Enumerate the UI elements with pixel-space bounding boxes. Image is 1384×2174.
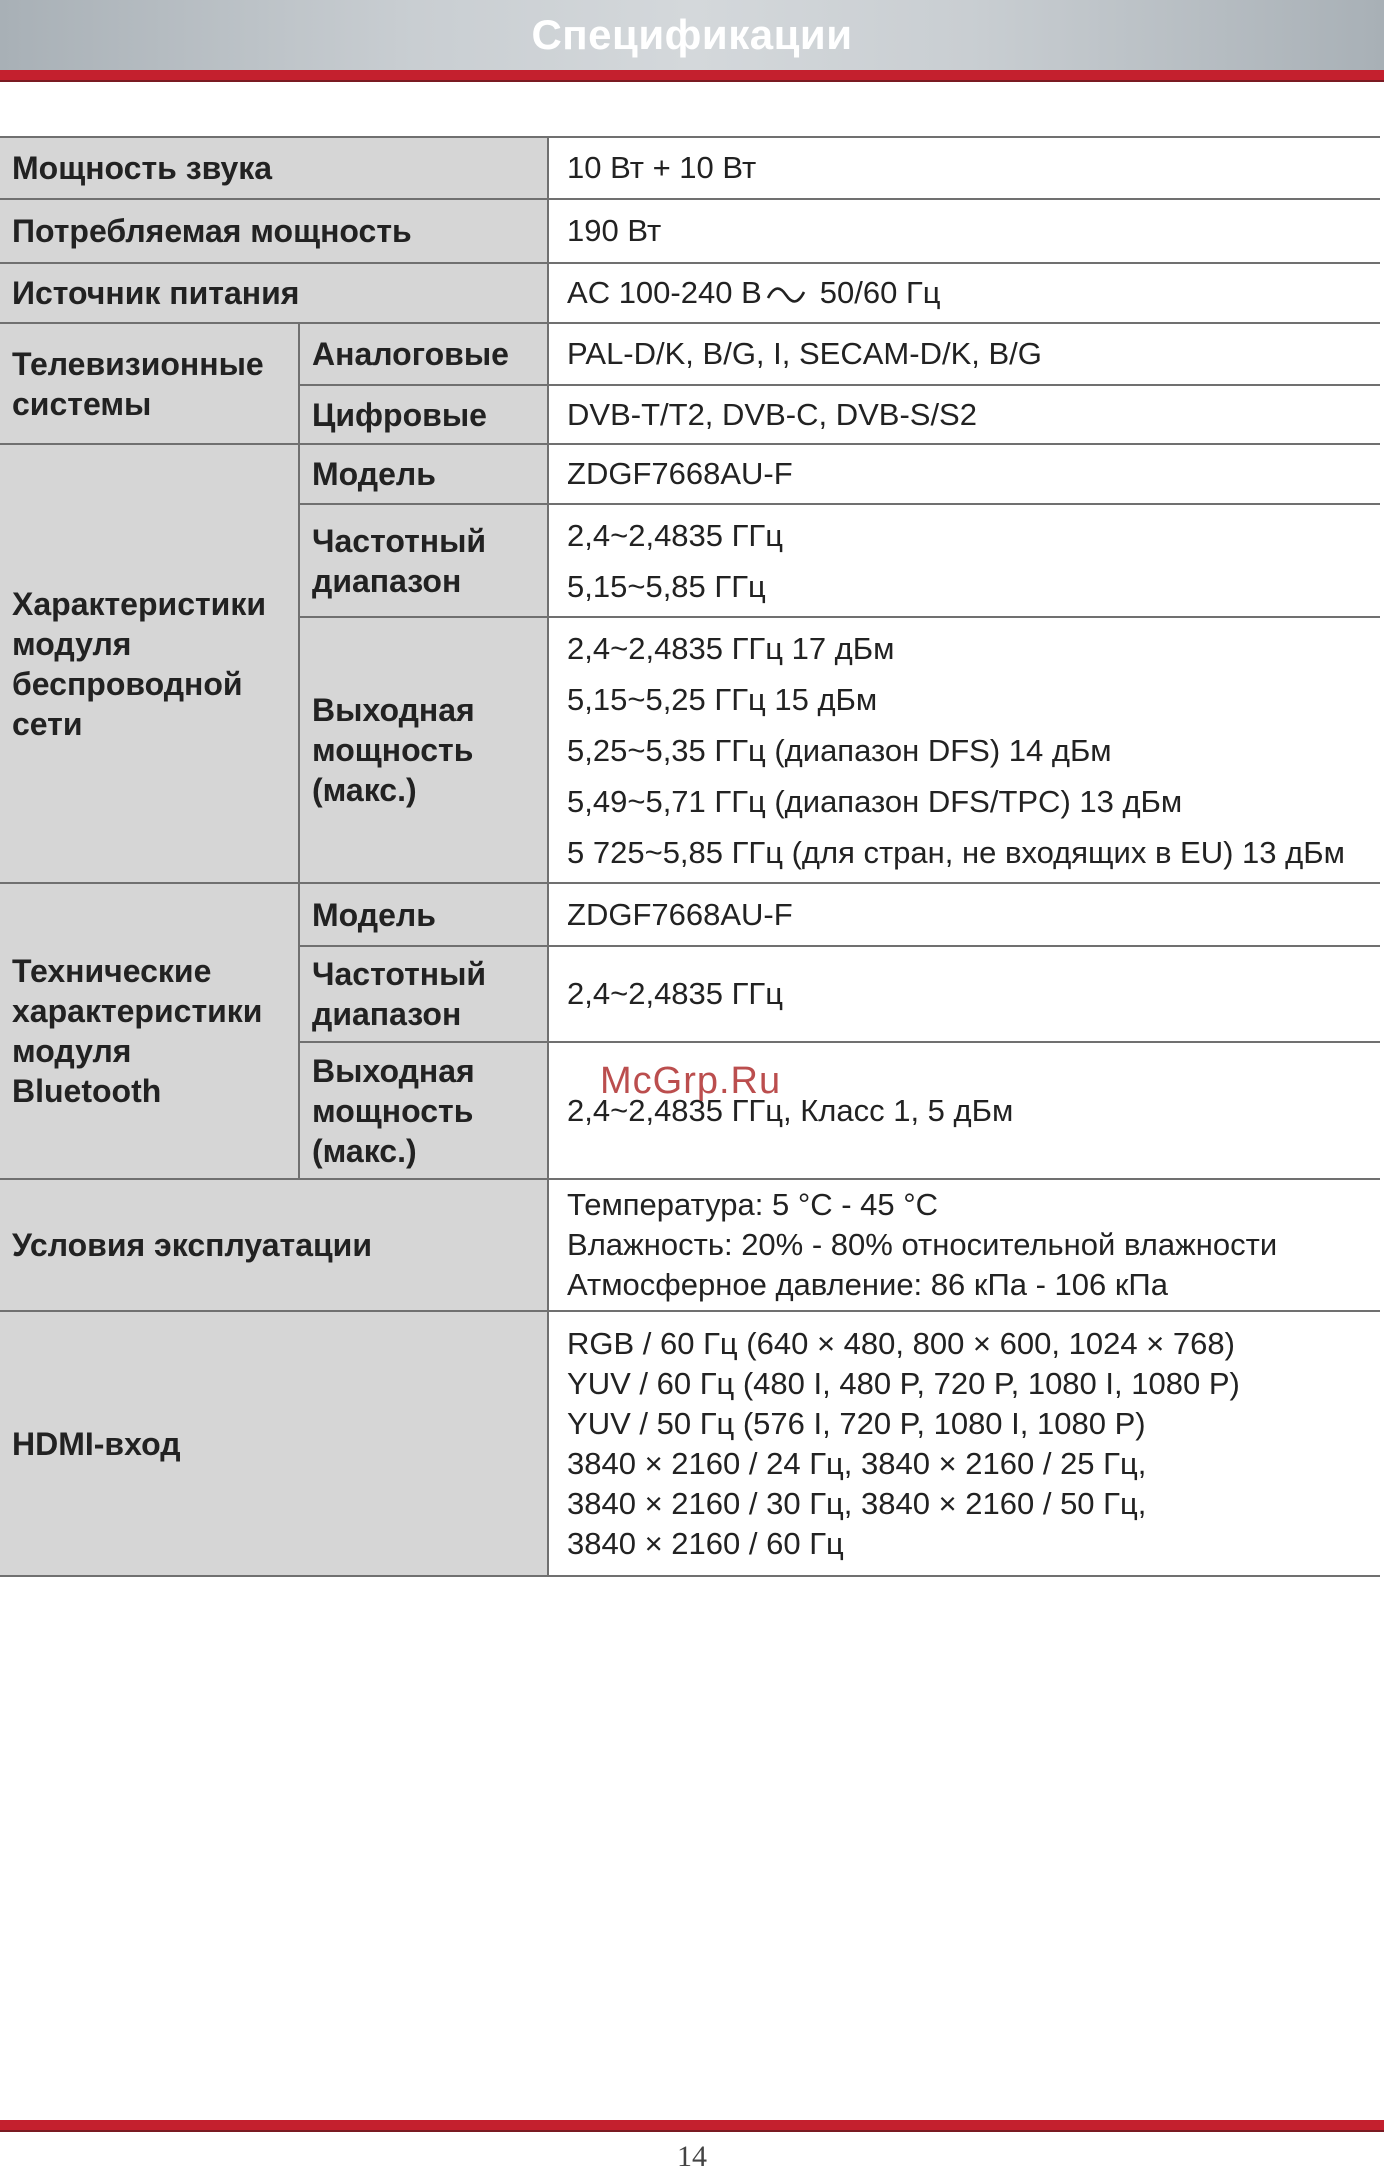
label-wireless-model: Модель bbox=[299, 444, 548, 504]
label-operating-conditions: Условия эксплуатации bbox=[0, 1179, 548, 1311]
wireless-output-line: 5,15~5,25 ГГц 15 дБм bbox=[567, 681, 878, 717]
power-source-frequency: 50/60 Гц bbox=[819, 275, 941, 310]
header-red-stripe bbox=[0, 70, 1384, 80]
value-sound-power: 10 Вт + 10 Вт bbox=[548, 137, 1380, 199]
label-bluetooth: Технические характеристики модуля Bluetooth bbox=[0, 883, 299, 1179]
row-hdmi-input bbox=[0, 1311, 1380, 1576]
hdmi-input-line: RGB / 60 Гц (640 × 480, 800 × 600, 1024 × 768) bbox=[567, 1325, 1235, 1361]
wireless-output-line: 2,4~2,4835 ГГц 17 дБм bbox=[567, 630, 895, 666]
watermark: McGrp.Ru bbox=[600, 1060, 782, 1102]
wireless-output-line: 5 725~5,85 ГГц (для стран, не входящих в EU) 13 дБм bbox=[567, 834, 1345, 870]
hdmi-input-line: YUV / 50 Гц (576 I, 720 P, 1080 I, 1080 P) bbox=[567, 1405, 1146, 1441]
wireless-output-line: 5,49~5,71 ГГц (диапазон DFS/TPC) 13 дБм bbox=[567, 783, 1183, 819]
wireless-frequency-line: 2,4~2,4835 ГГц bbox=[567, 517, 783, 553]
label-hdmi-input: HDMI-вход bbox=[0, 1311, 548, 1576]
value-hdmi-input bbox=[548, 1311, 1380, 1576]
value-bluetooth-model: ZDGF7668AU-F bbox=[548, 883, 1380, 946]
row-sound-power bbox=[0, 137, 1380, 199]
ac-wave-icon bbox=[766, 286, 806, 304]
value-wireless-frequency bbox=[548, 504, 1380, 617]
hdmi-input-line: 3840 × 2160 / 60 Гц bbox=[567, 1525, 844, 1561]
row-tv-analog bbox=[0, 323, 1380, 385]
label-power-source: Источник питания bbox=[0, 263, 548, 323]
label-bluetooth-output: Выходная мощность (макс.) bbox=[299, 1042, 548, 1179]
row-bluetooth-model bbox=[0, 883, 1380, 946]
specifications-table bbox=[0, 136, 1380, 1577]
label-sound-power: Мощность звука bbox=[0, 137, 548, 199]
label-wireless-output: Выходная мощность (макс.) bbox=[299, 617, 548, 883]
value-power-source bbox=[548, 263, 1380, 323]
hdmi-input-line: 3840 × 2160 / 24 Гц, 3840 × 2160 / 25 Гц, bbox=[567, 1445, 1147, 1481]
row-power-source bbox=[0, 263, 1380, 323]
value-bluetooth-frequency: 2,4~2,4835 ГГц bbox=[548, 946, 1380, 1042]
row-wireless-model bbox=[0, 444, 1380, 504]
value-power-consumption: 190 Вт bbox=[548, 199, 1380, 263]
label-tv-analog: Аналоговые bbox=[299, 323, 548, 385]
power-source-voltage: AC 100-240 В bbox=[567, 275, 762, 310]
header-dark-line bbox=[0, 80, 1384, 82]
value-tv-analog: PAL-D/K, B/G, I, SECAM-D/K, B/G bbox=[548, 323, 1380, 385]
value-wireless-output bbox=[548, 617, 1380, 883]
operating-conditions-line: Влажность: 20% - 80% относительной влажности bbox=[567, 1227, 1278, 1262]
wireless-frequency-line: 5,15~5,85 ГГц bbox=[567, 568, 766, 604]
value-wireless-model: ZDGF7668AU-F bbox=[548, 444, 1380, 504]
page-title: Спецификации bbox=[531, 11, 853, 58]
value-tv-digital: DVB-T/T2, DVB-C, DVB-S/S2 bbox=[548, 385, 1380, 444]
label-bluetooth-frequency: Частотный диапазон bbox=[299, 946, 548, 1042]
footer-dark-line bbox=[0, 2130, 1384, 2132]
value-operating-conditions bbox=[548, 1179, 1380, 1311]
hdmi-input-line: YUV / 60 Гц (480 I, 480 P, 720 P, 1080 I, 1080 P) bbox=[567, 1365, 1240, 1401]
label-wireless: Характеристики модуля беспроводной сети bbox=[0, 444, 299, 883]
label-bluetooth-model: Модель bbox=[299, 883, 548, 946]
page-number: 14 bbox=[677, 2140, 707, 2173]
wireless-output-line: 5,25~5,35 ГГц (диапазон DFS) 14 дБм bbox=[567, 732, 1112, 768]
operating-conditions-line: Атмосферное давление: 86 кПа - 106 кПа bbox=[567, 1267, 1168, 1302]
operating-conditions-line: Температура: 5 °C - 45 °C bbox=[567, 1187, 939, 1222]
row-operating-conditions bbox=[0, 1179, 1380, 1311]
value-bluetooth-output: 2,4~2,4835 ГГц, Класс 1, 5 дБм bbox=[548, 1042, 1380, 1179]
label-tv-systems: Телевизионные системы bbox=[0, 323, 299, 444]
label-tv-digital: Цифровые bbox=[299, 385, 548, 444]
label-power-consumption: Потребляемая мощность bbox=[0, 199, 548, 263]
footer-red-stripe bbox=[0, 2120, 1384, 2130]
hdmi-input-line: 3840 × 2160 / 30 Гц, 3840 × 2160 / 50 Гц, bbox=[567, 1485, 1147, 1521]
row-power-consumption bbox=[0, 199, 1380, 263]
label-wireless-frequency: Частотный диапазон bbox=[299, 504, 548, 617]
